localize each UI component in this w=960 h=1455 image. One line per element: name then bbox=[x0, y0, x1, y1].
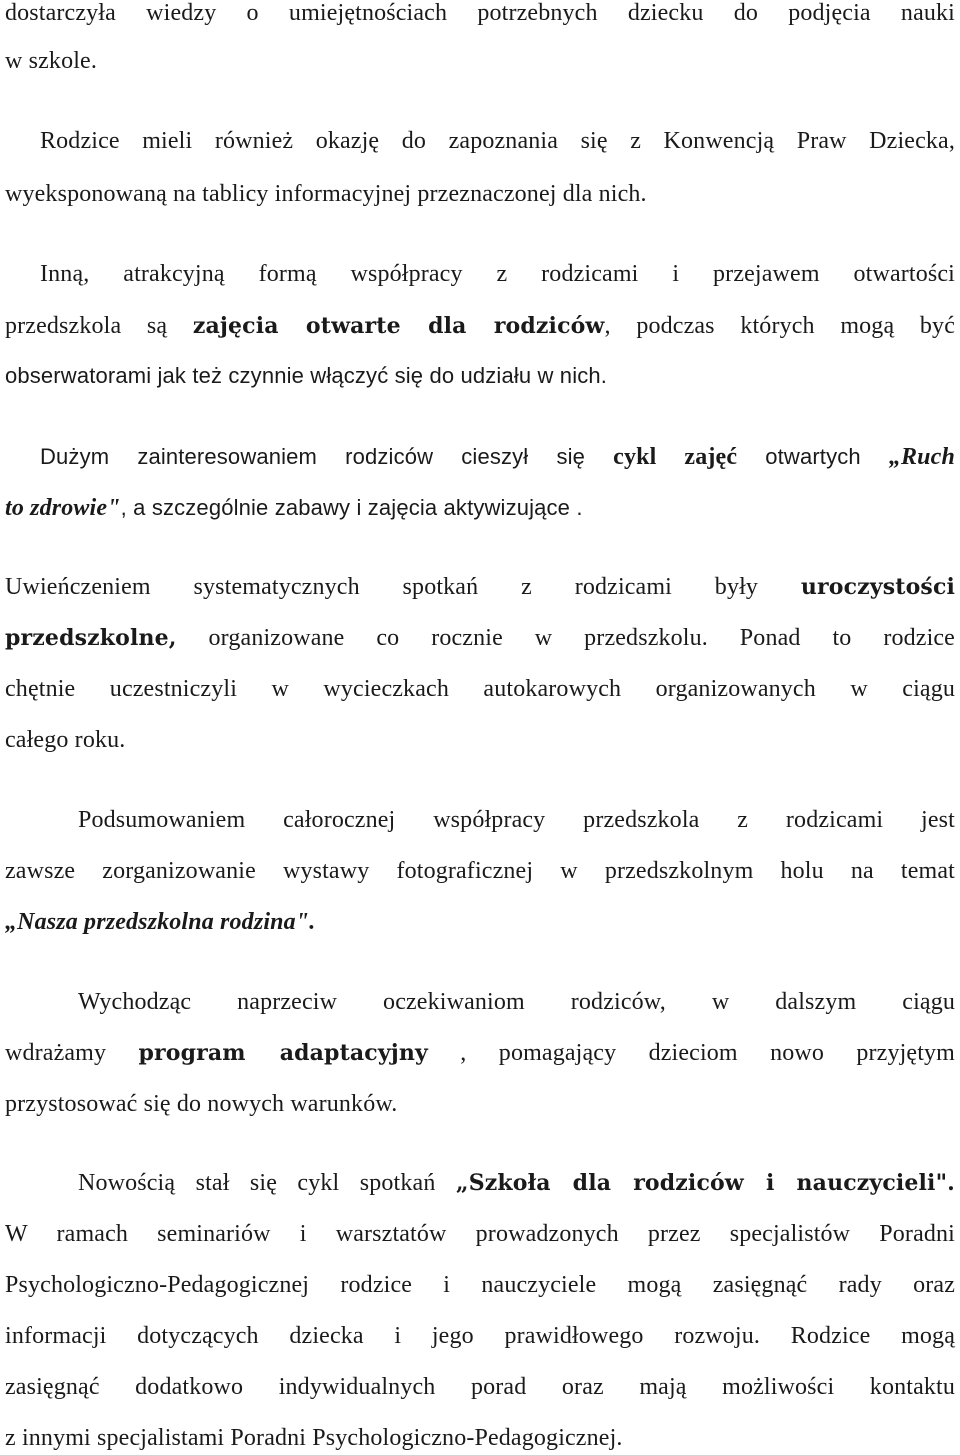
paragraph-6-line-1: Podsumowaniem całorocznej współpracy przedszkola z rodzicami jest bbox=[78, 807, 955, 833]
paragraph-8-line-5: zasięgnąć dodatkowo indywidualnych porad oraz mają możliwości kontaktu bbox=[5, 1374, 955, 1400]
parents-school-emphasis: „Szkoła dla rodziców i nauczycieli". bbox=[455, 1170, 955, 1196]
paragraph-5-text: organizowane co rocznie w przedszkolu. Ponad to rodzice bbox=[176, 625, 955, 651]
paragraph-3-text: przedszkola są bbox=[5, 313, 193, 339]
paragraph-6-line-3: „Nasza przedszkolna rodzina". bbox=[5, 909, 316, 935]
paragraph-7-line-3: przystosować się do nowych warunków. bbox=[5, 1091, 398, 1117]
program-title-emphasis: „Ruch bbox=[888, 444, 955, 470]
paragraph-8-line-6: z innymi specjalistami Poradni Psychologiczno-Pedagogicznej. bbox=[5, 1425, 623, 1451]
paragraph-1-line-2: w szkole. bbox=[5, 48, 97, 74]
adaptation-program-emphasis: program adaptacyjny bbox=[138, 1040, 428, 1066]
paragraph-5-line-3: chętnie uczestniczyli w wycieczkach autokarowych organizowanych w ciągu bbox=[5, 676, 955, 702]
paragraph-8-text: Nowością stał się cykl spotkań bbox=[78, 1170, 456, 1196]
program-title-emphasis: to zdrowie" bbox=[5, 495, 121, 521]
paragraph-8-line-1 bbox=[78, 1166, 955, 1200]
paragraph-7-line-2 bbox=[5, 1036, 955, 1070]
paragraph-8-line-2: W ramach seminariów i warsztatów prowadzonych przez specjalistów Poradni bbox=[5, 1221, 955, 1247]
paragraph-5-line-4: całego roku. bbox=[5, 727, 126, 753]
paragraph-2-line-2: wyeksponowaną na tablicy informacyjnej przeznaczonej dla nich. bbox=[5, 181, 647, 207]
celebrations-emphasis: przedszkolne, bbox=[5, 625, 177, 651]
class-cycle-emphasis: cykl zajęć bbox=[613, 444, 738, 470]
paragraph-3-line-3: obserwatorami jak też czynnie włączyć się do udziału w nich. bbox=[5, 363, 608, 388]
paragraph-5-line-1 bbox=[5, 570, 955, 604]
paragraph-1-line-1: dostarczyła wiedzy o umiejętnościach potrzebnych dziecku do podjęcia nauki bbox=[5, 0, 955, 26]
paragraph-8-line-4: informacji dotyczących dziecka i jego prawidłowego rozwoju. Rodzice mogą bbox=[5, 1323, 955, 1349]
paragraph-7-line-1: Wychodząc naprzeciw oczekiwaniom rodziców, w dalszym ciągu bbox=[78, 989, 955, 1015]
paragraph-4-text: , a szczególnie zabawy i zajęcia aktywizujące . bbox=[120, 495, 583, 520]
paragraph-7-text: , pomagający dzieciom nowo przyjętym bbox=[427, 1040, 955, 1066]
paragraph-7-text: wdrażamy bbox=[5, 1040, 139, 1066]
paragraph-3-line-1: Inną, atrakcyjną formą współpracy z rodzicami i przejawem otwartości bbox=[40, 261, 955, 287]
paragraph-6-line-2: zawsze zorganizowanie wystawy fotograficznej w przedszkolnym holu na temat bbox=[5, 858, 955, 884]
paragraph-4-text: otwartych bbox=[737, 444, 889, 469]
paragraph-4-text: Dużym zainteresowaniem rodziców cieszył się bbox=[40, 444, 614, 469]
paragraph-8-line-3: Psychologiczno-Pedagogicznej rodzice i nauczyciele mogą zasięgnąć rady oraz bbox=[5, 1272, 955, 1298]
paragraph-2-line-1: Rodzice mieli również okazję do zapoznania się z Konwencją Praw Dziecka, bbox=[40, 128, 955, 154]
open-classes-emphasis: zajęcia otwarte dla rodziców bbox=[192, 313, 605, 339]
paragraph-4-line-1 bbox=[40, 440, 955, 474]
celebrations-emphasis: uroczystości bbox=[800, 574, 955, 600]
paragraph-3-line-2 bbox=[5, 309, 955, 343]
paragraph-4-line-2 bbox=[5, 491, 955, 525]
paragraph-5-line-2 bbox=[5, 621, 955, 655]
paragraph-5-text: Uwieńczeniem systematycznych spotkań z rodzicami były bbox=[5, 574, 801, 600]
paragraph-3-text: , podczas których mogą być bbox=[604, 313, 956, 339]
